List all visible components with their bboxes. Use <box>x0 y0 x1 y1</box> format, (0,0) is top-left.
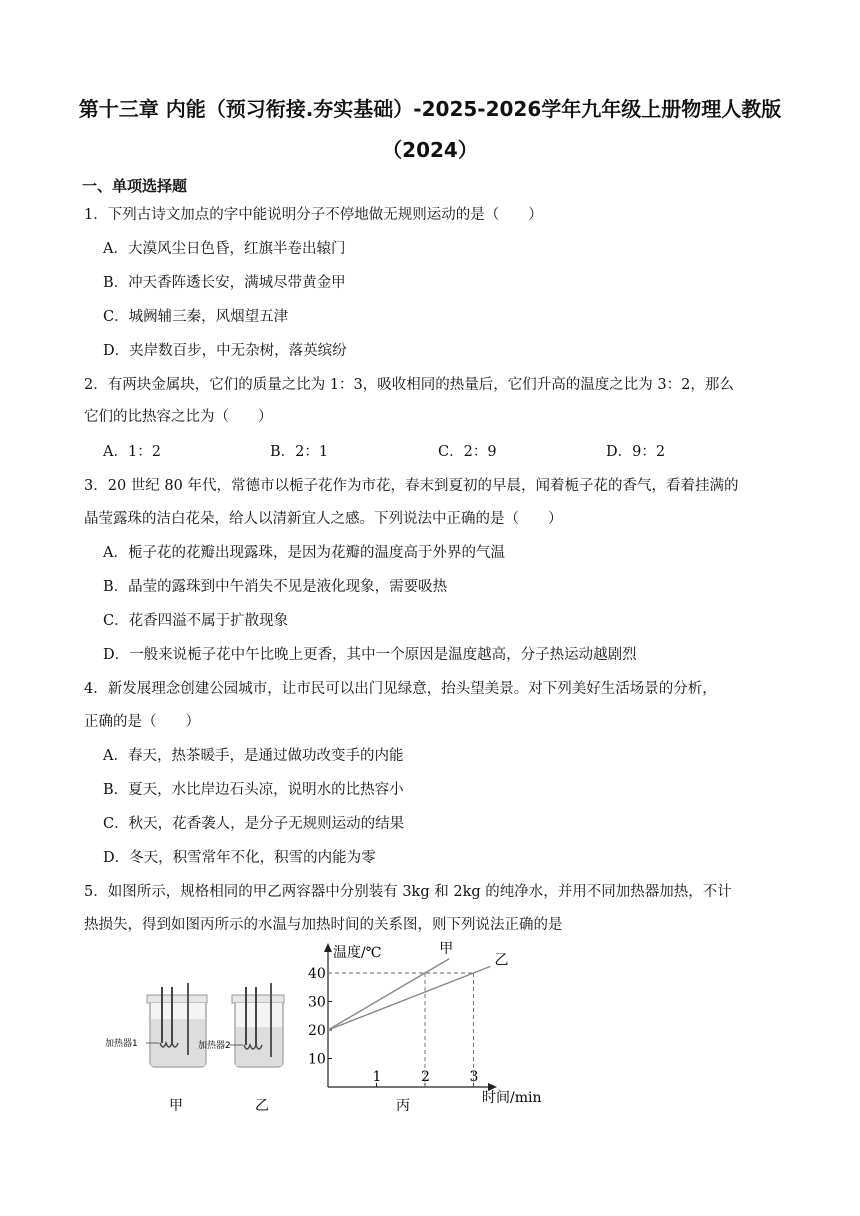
question-4-option-a: A．春天，热茶暖手，是通过做功改变手的内能 <box>103 748 404 764</box>
heater-1-label: 加热器1 <box>105 1039 138 1049</box>
y-tick-label: 20 <box>308 1023 326 1039</box>
figure-svg <box>0 935 860 1125</box>
x-tick-label: 1 <box>372 1069 382 1085</box>
beaker-jia-caption: 甲 <box>169 1098 183 1114</box>
y-axis-arrow <box>324 943 332 952</box>
y-axis-label: 温度/℃ <box>333 945 382 961</box>
question-2-stem: 2．有两块金属块，它们的质量之比为 1：3，吸收相同的热量后，它们升高的温度之比为 3：2，那么 <box>84 377 734 393</box>
series-line-jia <box>328 959 449 1030</box>
question-3-option-b: B．晶莹的露珠到中午消失不见是液化现象，需要吸热 <box>103 579 448 595</box>
beaker-jia <box>146 983 207 1067</box>
series-label: 乙 <box>494 952 509 969</box>
question-2-option-d: D．9：2 <box>606 444 666 460</box>
question-4-option-b: B．夏天，水比岸边石头凉，说明水的比热容小 <box>103 782 404 798</box>
question-5-figure <box>0 935 860 1125</box>
question-4-stem-cont: 正确的是（ ） <box>84 714 200 730</box>
series-label: 甲 <box>439 940 454 957</box>
question-2-option-b: B．2：1 <box>270 444 329 460</box>
question-4-option-d: D．冬天，积雪常年不化，积雪的内能为零 <box>103 850 376 866</box>
heater-2-label: 加热器2 <box>198 1041 231 1051</box>
x-tick-label: 2 <box>421 1069 430 1085</box>
question-4-stem: 4．新发展理念创建公园城市，让市民可以出门见绿意，抬头望美景。对下列美好生活场景的分析， <box>84 681 717 697</box>
question-2-option-c: C．2：9 <box>438 444 497 460</box>
y-tick-label: 40 <box>308 966 326 982</box>
section-heading: 一、单项选择题 <box>82 177 188 195</box>
question-4-option-c: C．秋天，花香袭人，是分子无规则运动的结果 <box>103 816 405 832</box>
chart-caption: 丙 <box>396 1098 410 1114</box>
question-1-option-c: C．城阙辅三秦，风烟望五津 <box>103 309 289 325</box>
page-title: 第十三章 内能（预习衔接.夯实基础）-2025-2026学年九年级上册物理人教版 <box>78 97 782 121</box>
question-2-option-a: A．1：2 <box>103 444 161 460</box>
question-3-option-a: A．栀子花的花瓣出现露珠，是因为花瓣的温度高于外界的气温 <box>103 545 505 561</box>
beaker-yi-caption: 乙 <box>255 1098 269 1114</box>
question-3-stem-cont: 晶莹露珠的洁白花朵，给人以清新宜人之感。下列说法中正确的是（ ） <box>84 511 563 527</box>
temperature-time-chart <box>308 941 542 1106</box>
series-line-yi <box>328 966 490 1030</box>
guide-lines <box>328 973 474 1087</box>
question-3-option-d: D．一般来说栀子花中午比晚上更香，其中一个原因是温度越高，分子热运动越剧烈 <box>103 647 637 663</box>
question-3-option-c: C．花香四溢不属于扩散现象 <box>103 613 289 629</box>
x-axis-label: 时间/min <box>482 1090 542 1106</box>
question-1-option-a: A．大漠风尘日色昏，红旗半卷出辕门 <box>103 241 346 257</box>
question-1-option-b: B．冲天香阵透长安，满城尽带黄金甲 <box>103 275 346 291</box>
beaker-jia-lid <box>147 995 207 1003</box>
question-1-option-d: D．夹岸数百步，中无杂树，落英缤纷 <box>103 343 347 359</box>
question-5-stem: 5．如图所示，规格相同的甲乙两容器中分别装有 3kg 和 2kg 的纯净水，并用不同加热器加热，不计 <box>84 884 732 900</box>
question-2-stem-cont: 它们的比热容之比为（ ） <box>84 409 273 425</box>
x-tick-label: 3 <box>469 1069 479 1085</box>
beaker-jia-water <box>151 1019 205 1066</box>
question-3-stem: 3．20 世纪 80 年代，常德市以栀子花作为市花，春末到夏初的早晨，闻着栀子花的香气，看着挂满的 <box>84 478 739 494</box>
beaker-yi-lid <box>232 995 284 1003</box>
y-tick-label: 10 <box>308 1051 326 1068</box>
beaker-yi <box>230 983 284 1067</box>
page-title-year: （2024） <box>382 138 478 162</box>
question-1-stem: 1．下列古诗文加点的字中能说明分子不停地做无规则运动的是（ ） <box>84 207 543 223</box>
question-5-stem-cont: 热损失，得到如图丙所示的水温与加热时间的关系图，则下列说法正确的是 <box>84 917 563 933</box>
y-tick-label: 30 <box>308 994 326 1011</box>
beaker-yi-water <box>236 1027 282 1066</box>
